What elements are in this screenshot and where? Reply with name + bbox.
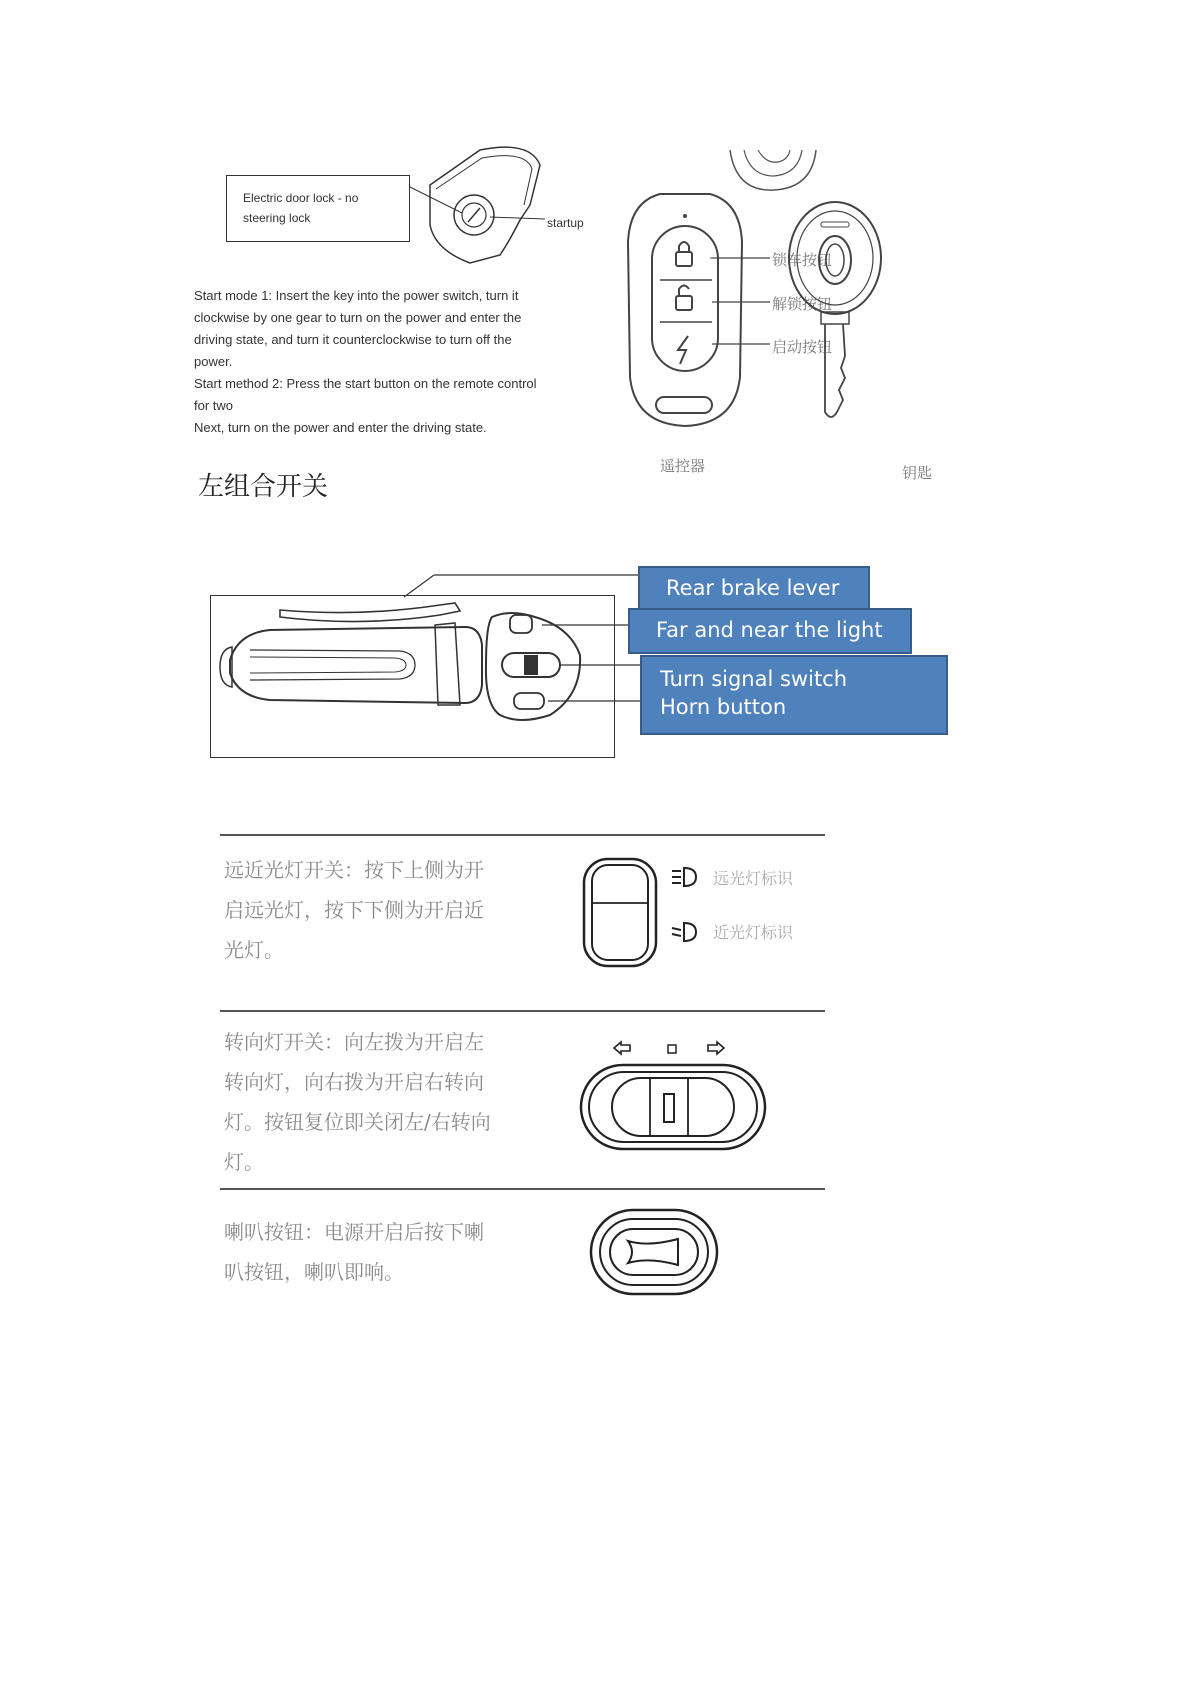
lock-icon: [676, 242, 692, 266]
remote-leader-lines: [712, 250, 772, 360]
lock-button-label: 锁车按钮: [772, 251, 833, 269]
key-ring-icon: [819, 236, 851, 284]
callout-rear-brake-text: Rear brake lever: [666, 576, 840, 600]
arrow-right-icon: [706, 1040, 726, 1056]
start-mode-paragraph: [194, 285, 574, 439]
callout-far-near-light: [628, 608, 912, 654]
electric-door-lock-box: [226, 175, 410, 242]
key-caption: 钥匙: [902, 464, 933, 482]
high-beam-icon: [670, 866, 698, 888]
unlock-button-label: 解锁按钮: [772, 295, 833, 313]
callout-turn-signal-horn: [640, 655, 948, 735]
callout-horn-text: Horn button: [660, 695, 787, 719]
callout-turn-signal-text: Turn signal switch: [660, 667, 848, 691]
callout-rear-brake-lever: [638, 566, 870, 611]
startup-label: startup: [547, 216, 584, 230]
paragraph-line: for two: [194, 398, 234, 413]
lightning-icon: [678, 336, 688, 364]
low-beam-icon: [670, 921, 698, 943]
row-divider: [220, 1188, 825, 1190]
row-divider: [220, 834, 825, 836]
headlight-switch-description: [224, 850, 524, 970]
turn-signal-switch-illustration: [578, 1062, 768, 1152]
lock-box-text: Electric door lock - no steering lock: [243, 191, 359, 225]
description-line: 启远光灯，按下下侧为开启近: [224, 898, 484, 922]
horn-switch-icon: [514, 693, 544, 709]
paragraph-line: Next, turn on the power and enter the driving state.: [194, 420, 487, 435]
handlebar-illustration: [210, 565, 650, 760]
partial-emblem-illustration: [722, 150, 822, 190]
paragraph-line: Start method 2: Press the start button on the remote control: [194, 376, 537, 391]
description-line: 喇叭按钮：电源开启后按下喇: [224, 1220, 484, 1244]
low-beam-label: 近光灯标识: [713, 923, 794, 942]
description-line: 远近光灯开关：按下上侧为开: [224, 858, 484, 882]
far-near-switch-icon: [510, 615, 532, 633]
horn-button-illustration: [588, 1207, 720, 1297]
turn-signal-description: [224, 1022, 524, 1182]
paragraph-line: power.: [194, 354, 233, 369]
description-line: 转向灯开关：向左拨为开启左: [224, 1030, 484, 1054]
horn-button-description: [224, 1212, 524, 1292]
cut-heading: [198, 470, 358, 502]
row-divider: [220, 1010, 825, 1012]
paragraph-line: Start mode 1: Insert the key into the power switch, turn it: [194, 288, 519, 303]
arrow-left-icon: [612, 1040, 632, 1056]
unlock-icon: [676, 286, 692, 311]
description-line: 光灯。: [224, 938, 284, 962]
cut-heading-text: 左组合开关: [198, 472, 329, 502]
description-line: 灯。: [224, 1150, 264, 1174]
headlight-switch-illustration: [580, 855, 660, 970]
high-beam-label: 远光灯标识: [713, 869, 794, 888]
paragraph-line: clockwise by one gear to turn on the power and enter the: [194, 310, 522, 325]
description-line: 灯。按钮复位即关闭左/右转向: [224, 1110, 491, 1134]
description-line: 叭按钮，喇叭即响。: [224, 1260, 404, 1284]
callout-far-near-text: Far and near the light: [656, 618, 883, 642]
ignition-switch-illustration: [410, 145, 600, 275]
key-illustration: [785, 200, 885, 425]
horn-icon: [628, 1239, 678, 1265]
paragraph-line: driving state, and turn it counterclockwise to turn off the: [194, 332, 512, 347]
description-line: 转向灯，向右拨为开启右转向: [224, 1070, 484, 1094]
remote-caption: 遥控器: [660, 457, 706, 475]
center-indicator-icon: [667, 1044, 677, 1054]
start-button-label: 启动按钮: [772, 338, 833, 356]
